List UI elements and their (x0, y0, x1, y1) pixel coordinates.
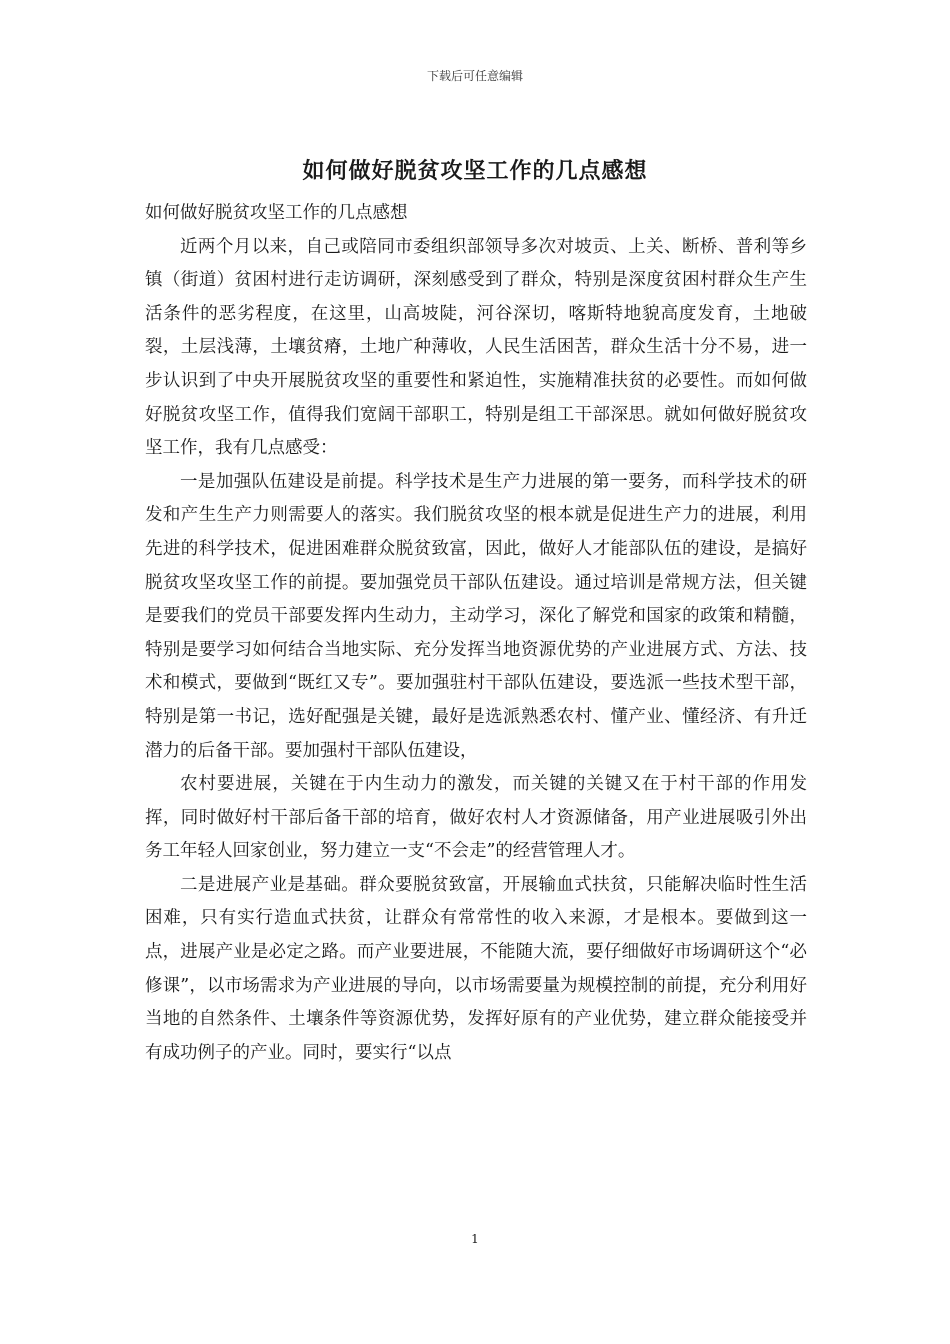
paragraph-point-two: 二是进展产业是基础。群众要脱贫致富，开展输血式扶贫，只能解决临时性生活困难，只有实行造血式扶贫，让群众有常常性的收入来源，才是根本。要做到这一点，进展产业是必定之路。而产业要进展，不能随大流，要仔细做好市场调研这个“必修课”，以市场需求为产业进展的导向，以市场需要量为规模控制的前提，充分利用好当地的自然条件、土壤条件等资源优势，发挥好原有的产业优势，建立群众能接受并有成功例子的产业。同时，要实行“以点 (145, 874, 807, 1063)
header-note: 下载后可任意编辑 (426, 69, 523, 83)
document-body (145, 197, 807, 1070)
document-subtitle: 如何做好脱贫攻坚工作的几点感想 (145, 203, 408, 223)
document-title: 如何做好脱贫攻坚工作的几点感想 (302, 158, 648, 184)
paragraph-intro: 近两个月以来，自己或陪同市委组织部领导多次对坡贡、上关、断桥、普利等乡镇（街道）贫困村进行走访调研，深刻感受到了群众，特别是深度贫困村群众生产生活条件的恶劣程度，在这里，山高坡陡，河谷深切，喀斯特地貌高度发育，土地破裂，土层浅薄，土壤贫瘠，土地广种薄收，人民生活困苦，群众生活十分不易，进一步认识到了中央开展脱贫攻坚的重要性和紧迫性，实施精准扶贫的必要性。而如何做好脱贫攻坚工作，值得我们宽阔干部职工，特别是组工干部深思。就如何做好脱贫攻坚工作，我有几点感受： (145, 236, 807, 459)
paragraph-point-one: 一是加强队伍建设是前提。科学技术是生产力进展的第一要务，而科学技术的研发和产生生产力则需要人的落实。我们脱贫攻坚的根本就是促进生产力的进展，利用先进的科学技术，促进困难群众脱贫致富，因此，做好人才能部队伍的建设，是搞好脱贫攻坚攻坚工作的前提。要加强党员干部队伍建设。通过培训是常规方法，但关键是要我们的党员干部要发挥内生动力，主动学习，深化了解党和国家的政策和精髓，特别是要学习如何结合当地实际、充分发挥当地资源优势的产业进展方式、方法、技术和模式，要做到“既红又专”。要加强驻村干部队伍建设，要选派一些技术型干部，特别是第一书记，选好配强是关键，最好是选派熟悉农村、懂产业、懂经济、有升迁潜力的后备干部。要加强村干部队伍建设， (145, 471, 807, 761)
paragraph-village-cadres: 农村要进展，关键在于内生动力的激发，而关键的关键又在于村干部的作用发挥，同时做好村干部后备干部的培育，做好农村人才资源储备，用产业进展吸引外出务工年轻人回家创业，努力建立一支“不会走”的经营管理人才。 (145, 774, 807, 862)
page-number: 1 (471, 1232, 479, 1246)
